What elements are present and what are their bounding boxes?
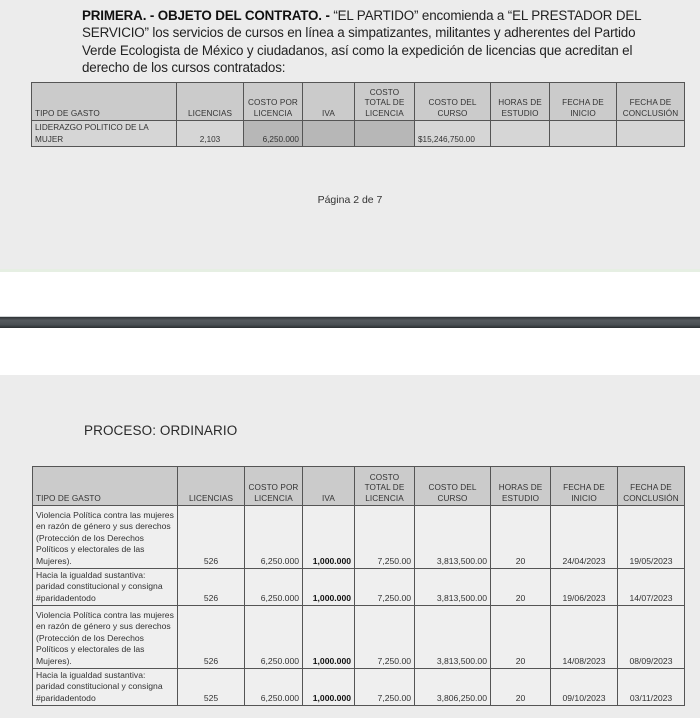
cell-iva <box>303 121 355 147</box>
cell-iva: 1,000.000 <box>303 669 355 706</box>
table-row <box>33 669 685 706</box>
cell-costo-del-curso: 3,806,250.00 <box>415 669 491 706</box>
cell-tipo-de-gasto: Violencia Política contra las mujeres en razón de género y sus derechos (Protección de los Derechos Políticos y electorales de las Mujeres). <box>33 506 178 569</box>
document-page-top <box>0 0 700 272</box>
cell-fecha-de-conclusion <box>617 121 685 147</box>
cell-licencias: 525 <box>178 669 245 706</box>
cell-tipo-de-gasto: LIDERAZGO POLITICO DE LA MUJER <box>32 121 177 147</box>
clause-heading: PRIMERA. - OBJETO DEL CONTRATO. - <box>82 8 330 23</box>
cell-licencias: 526 <box>178 506 245 569</box>
header-horas-de-estudio: HORAS DE ESTUDIO <box>491 467 551 506</box>
cell-costo-total-licencia <box>355 121 415 147</box>
header-iva: IVA <box>303 467 355 506</box>
cell-costo-del-curso: 3,813,500.00 <box>415 506 491 569</box>
cell-fecha-de-inicio: 24/04/2023 <box>551 506 618 569</box>
cell-fecha-de-conclusion: 03/11/2023 <box>618 669 685 706</box>
header-fecha-de-inicio: FECHA DE INICIO <box>551 467 618 506</box>
header-costo-del-curso: COSTO DEL CURSO <box>415 467 491 506</box>
table-row <box>33 569 685 606</box>
cell-horas-de-estudio: 20 <box>491 606 551 669</box>
cell-fecha-de-conclusion: 08/09/2023 <box>618 606 685 669</box>
cell-licencias: 526 <box>178 606 245 669</box>
cell-horas-de-estudio <box>491 121 550 147</box>
header-costo-total-licencia: COSTO TOTAL DE LICENCIA <box>355 467 415 506</box>
cell-tipo-de-gasto: Hacia la igualdad sustantiva: paridad constitucional y consigna #paridadentodo <box>33 569 178 606</box>
cell-tipo-de-gasto: Hacia la igualdad sustantiva: paridad constitucional y consigna #paridadentodo <box>33 669 178 706</box>
header-costo-por-licencia: COSTO POR LICENCIA <box>244 83 303 121</box>
cell-costo-del-curso: $15,246,750.00 <box>415 121 491 147</box>
process-heading: PROCESO: ORDINARIO <box>84 423 238 438</box>
document-page-bottom <box>0 375 700 718</box>
cell-costo-del-curso: 3,813,500.00 <box>415 606 491 669</box>
cell-costo-total-licencia: 7,250.00 <box>355 569 415 606</box>
contract-clause <box>82 7 642 76</box>
header-fecha-de-inicio: FECHA DE INICIO <box>550 83 617 121</box>
header-costo-del-curso: COSTO DEL CURSO <box>415 83 491 121</box>
cell-costo-total-licencia: 7,250.00 <box>355 506 415 569</box>
header-licencias: LICENCIAS <box>178 467 245 506</box>
courses-table <box>32 466 685 706</box>
header-costo-total-licencia: COSTO TOTAL DE LICENCIA <box>355 83 415 121</box>
cell-fecha-de-inicio <box>550 121 617 147</box>
header-tipo-de-gasto: TIPO DE GASTO <box>33 467 178 506</box>
cell-costo-total-licencia: 7,250.00 <box>355 669 415 706</box>
cell-fecha-de-conclusion: 14/07/2023 <box>618 569 685 606</box>
cell-iva: 1,000.000 <box>303 606 355 669</box>
page-number: Página 2 de 7 <box>317 194 383 206</box>
table-row <box>33 606 685 669</box>
cell-fecha-de-inicio: 14/08/2023 <box>551 606 618 669</box>
table-header-row <box>33 467 685 506</box>
header-fecha-de-conclusion: FECHA DE CONCLUSIÓN <box>617 83 685 121</box>
cell-fecha-de-inicio: 09/10/2023 <box>551 669 618 706</box>
table-row <box>33 506 685 569</box>
table-header-row <box>32 83 685 121</box>
header-costo-por-licencia: COSTO POR LICENCIA <box>245 467 303 506</box>
cell-iva: 1,000.000 <box>303 569 355 606</box>
header-fecha-de-conclusion: FECHA DE CONCLUSIÓN <box>618 467 685 506</box>
cell-licencias: 2,103 <box>177 121 244 147</box>
cell-horas-de-estudio: 20 <box>491 506 551 569</box>
header-tipo-de-gasto: TIPO DE GASTO <box>32 83 177 121</box>
cell-costo-del-curso: 3,813,500.00 <box>415 569 491 606</box>
clause-body: “EL PARTIDO” encomienda a “EL PRESTADOR DEL SERVICIO” los servicios de cursos en línea a simpatizantes, militantes y adherentes del Partido Verde Ecologista de México y ciudadanos, así como la expedición de licencias que acreditan el derecho de los cursos contratados: <box>82 8 641 75</box>
licenses-summary-table <box>31 82 685 147</box>
cell-costo-por-licencia: 6,250.000 <box>245 606 303 669</box>
separator-bar <box>0 316 700 328</box>
cell-costo-por-licencia: 6,250.000 <box>244 121 303 147</box>
cell-licencias: 526 <box>178 569 245 606</box>
header-iva: IVA <box>303 83 355 121</box>
cell-costo-total-licencia: 7,250.00 <box>355 606 415 669</box>
header-horas-de-estudio: HORAS DE ESTUDIO <box>491 83 550 121</box>
header-licencias: LICENCIAS <box>177 83 244 121</box>
cell-horas-de-estudio: 20 <box>491 669 551 706</box>
cell-horas-de-estudio: 20 <box>491 569 551 606</box>
cell-costo-por-licencia: 6,250.000 <box>245 506 303 569</box>
cell-iva: 1,000.000 <box>303 506 355 569</box>
cell-costo-por-licencia: 6,250.000 <box>245 669 303 706</box>
cell-fecha-de-inicio: 19/06/2023 <box>551 569 618 606</box>
table-row <box>32 121 685 147</box>
cell-costo-por-licencia: 6,250.000 <box>245 569 303 606</box>
cell-fecha-de-conclusion: 19/05/2023 <box>618 506 685 569</box>
cell-tipo-de-gasto: Violencia Política contra las mujeres en razón de género y sus derechos (Protección de los Derechos Políticos y electorales de las Mujeres). <box>33 606 178 669</box>
